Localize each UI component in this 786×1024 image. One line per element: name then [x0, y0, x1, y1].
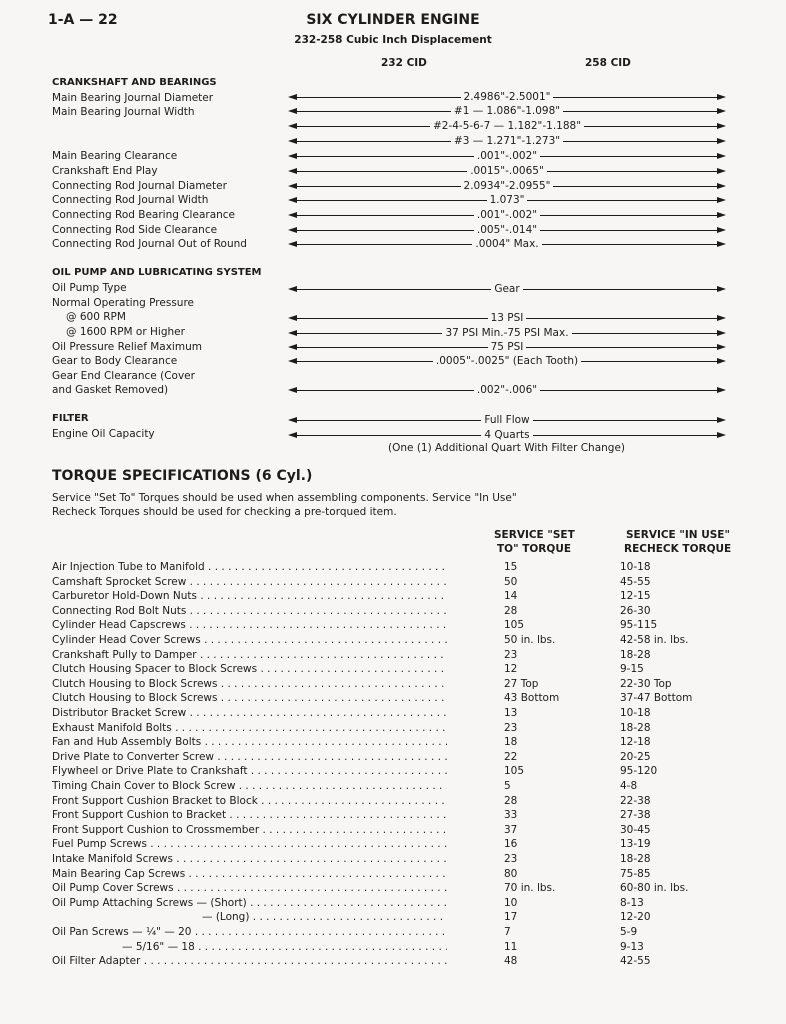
torque-set-to-value: 48: [504, 955, 518, 968]
filter-note: (One (1) Additional Quart With Filter Change): [388, 442, 626, 454]
spec-value: 2.0934"-2.0955": [463, 180, 551, 192]
torque-item-name: Clutch Housing to Block Screws . . .: [52, 678, 447, 690]
torque-item-name: Front Support Cushion to Bracket . . .: [52, 809, 447, 821]
spec-arrow: [288, 326, 726, 340]
spec-value: #3 — 1.271"-1.273": [453, 135, 561, 147]
table-row: [52, 809, 752, 824]
table-row: [52, 707, 752, 722]
torque-set-to-value: 16: [504, 838, 518, 851]
table-row: [52, 765, 752, 780]
spec-value: .001"-.002": [476, 209, 538, 221]
torque-set-to-value: 28: [504, 794, 518, 807]
torque-set-to-value: 11: [504, 940, 518, 953]
torque-item-name: Carburetor Hold-Down Nuts . . .: [52, 590, 447, 602]
table-row: [52, 882, 752, 897]
torque-set-to-value: 33: [504, 809, 518, 822]
column-head-258: 258 CID: [585, 57, 631, 69]
spec-label: Main Bearing Journal Diameter: [52, 92, 214, 104]
torque-set-to-value: 22: [504, 750, 518, 763]
torque-item-name: Cylinder Head Capscrews . . .: [52, 619, 447, 631]
spec-arrow: [288, 164, 726, 178]
spec-value: 1.073": [489, 194, 525, 206]
torque-in-use-value: 4-8: [620, 780, 638, 792]
torque-set-to-value: 43 Bottom: [504, 692, 560, 705]
spec-arrow: [288, 428, 726, 442]
torque-item-name: — 5/16" — 18 . . .: [122, 941, 447, 953]
column-head-in-use: SERVICE "IN USE": [626, 529, 730, 541]
torque-description: Recheck Torques should be used for checking a pre-torqued item.: [52, 506, 397, 518]
torque-set-to-value: 105: [504, 619, 525, 632]
table-row: [52, 692, 752, 707]
page-title: SIX CYLINDER ENGINE: [306, 12, 480, 28]
spec-value: 37 PSI Min.-75 PSI Max.: [445, 327, 569, 339]
torque-set-to-value: 13: [504, 707, 518, 719]
spec-value: .001"-.002": [476, 150, 538, 162]
torque-set-to-value: 23: [504, 721, 518, 734]
torque-in-use-value: 75-85: [620, 867, 651, 880]
section-title-crankshaft: CRANKSHAFT AND BEARINGS: [52, 77, 217, 88]
torque-set-to-value: 15: [504, 561, 518, 573]
table-row: [52, 868, 752, 883]
torque-item-name: Main Bearing Cap Screws . . .: [52, 868, 447, 880]
torque-item-name: Timing Chain Cover to Block Screw . . .: [52, 780, 447, 792]
page-number: 1-A — 22: [48, 12, 118, 28]
spec-label: Connecting Rod Bearing Clearance: [52, 209, 236, 221]
torque-item-name: Cylinder Head Cover Screws . . .: [52, 634, 447, 646]
spec-label: and Gasket Removed): [52, 384, 169, 396]
torque-item-name: Fuel Pump Screws . . .: [52, 838, 447, 850]
spec-value: .0004" Max.: [475, 238, 539, 250]
torque-item-name: Fan and Hub Assembly Bolts . . .: [52, 736, 447, 748]
torque-item-name: Drive Plate to Converter Screw . . .: [52, 751, 447, 763]
torque-set-to-value: 12: [504, 663, 518, 676]
torque-in-use-value: 22-38: [620, 794, 651, 807]
torque-in-use-value: 45-55: [620, 575, 651, 588]
torque-in-use-value: 18-28: [620, 721, 651, 734]
torque-item-name: Oil Pan Screws — ¼" — 20 . . .: [52, 926, 447, 938]
spec-arrow: [288, 311, 726, 325]
torque-set-to-value: 37: [504, 823, 518, 836]
spec-arrow: [288, 354, 726, 368]
spec-label: @ 600 RPM: [66, 311, 126, 323]
table-row: [52, 911, 752, 926]
spec-label: Oil Pump Type: [52, 282, 127, 294]
torque-in-use-value: 12-15: [620, 590, 651, 603]
spec-value: Gear: [494, 283, 520, 295]
spec-label: Connecting Rod Journal Width: [52, 194, 209, 206]
torque-in-use-value: 12-18: [620, 736, 651, 749]
torque-set-to-value: 23: [504, 648, 518, 661]
torque-set-to-value: 23: [504, 853, 518, 865]
torque-set-to-value: 105: [504, 765, 525, 778]
table-row: [52, 619, 752, 634]
table-row: [52, 736, 752, 751]
torque-set-to-value: 70 in. lbs.: [504, 882, 556, 895]
torque-set-to-value: 50 in. lbs.: [504, 634, 556, 646]
spec-label: Normal Operating Pressure: [52, 297, 194, 309]
torque-in-use-value: 18-28: [620, 853, 651, 865]
torque-in-use-value: 95-115: [620, 619, 658, 632]
column-head-set-to: SERVICE "SET: [494, 529, 575, 541]
table-row: [52, 722, 752, 737]
table-row: [52, 751, 752, 766]
section-title-filter: FILTER: [52, 413, 89, 424]
torque-in-use-value: 27-38: [620, 809, 651, 822]
torque-in-use-value: 10-18: [620, 561, 651, 573]
spec-arrow: [288, 179, 726, 193]
torque-in-use-value: 30-45: [620, 823, 651, 836]
table-row: [52, 649, 752, 664]
spec-arrow: [288, 149, 726, 163]
table-row: [52, 576, 752, 591]
torque-in-use-value: 95-120: [620, 765, 658, 778]
spec-arrow: [288, 134, 726, 148]
torque-in-use-value: 18-28: [620, 648, 651, 661]
table-row: [52, 941, 752, 956]
torque-in-use-value: 20-25: [620, 750, 651, 763]
torque-item-name: — (Long) . . .: [202, 911, 447, 923]
torque-in-use-value: 5-9: [620, 926, 638, 938]
torque-in-use-value: 37-47 Bottom: [620, 692, 693, 705]
spec-label: Connecting Rod Side Clearance: [52, 224, 218, 236]
table-row: [52, 678, 752, 693]
torque-in-use-value: 42-58 in. lbs.: [620, 634, 689, 646]
torque-in-use-value: 9-15: [620, 663, 644, 676]
table-row: [52, 780, 752, 795]
column-head-set-to: TO" TORQUE: [497, 543, 572, 555]
spec-value: #2-4-5-6-7 — 1.182"-1.188": [432, 120, 582, 132]
torque-item-name: Front Support Cushion to Crossmember . . .: [52, 824, 447, 836]
torque-in-use-value: 26-30: [620, 604, 651, 617]
table-row: [52, 634, 752, 649]
table-row: [52, 795, 752, 810]
spec-arrow: [288, 193, 726, 207]
torque-item-name: Oil Filter Adapter . . .: [52, 955, 447, 967]
torque-in-use-value: 10-18: [620, 707, 651, 719]
spec-arrow: [288, 237, 726, 251]
spec-value: .002"-.006": [476, 384, 538, 396]
torque-item-name: Flywheel or Drive Plate to Crankshaft . . .: [52, 765, 447, 777]
section-title-oil-pump: OIL PUMP AND LUBRICATING SYSTEM: [52, 267, 262, 278]
torque-set-to-value: 7: [504, 926, 511, 938]
table-row: [52, 824, 752, 839]
spec-value: #1 — 1.086"-1.098": [453, 105, 561, 117]
spec-label: Main Bearing Journal Width: [52, 106, 195, 118]
table-row: [52, 561, 752, 576]
torque-in-use-value: 9-13: [620, 940, 644, 953]
column-head-232: 232 CID: [381, 57, 427, 69]
spec-label: Connecting Rod Journal Diameter: [52, 180, 227, 192]
torque-description: Service "Set To" Torques should be used when assembling components. Service "In Use": [52, 492, 517, 504]
spec-arrow: [288, 104, 726, 118]
spec-label: Gear End Clearance (Cover: [52, 370, 195, 382]
spec-arrow: [288, 413, 726, 427]
column-head-in-use: RECHECK TORQUE: [624, 543, 732, 555]
torque-set-to-value: 18: [504, 736, 518, 749]
spec-arrow: [288, 340, 726, 354]
torque-item-name: Oil Pump Attaching Screws — (Short) . . .: [52, 897, 447, 909]
torque-in-use-value: 13-19: [620, 838, 651, 851]
spec-value: Full Flow: [484, 414, 530, 426]
spec-arrow: [288, 119, 726, 133]
torque-in-use-value: 22-30 Top: [620, 677, 672, 690]
spec-label: Main Bearing Clearance: [52, 150, 178, 162]
torque-in-use-value: 12-20: [620, 911, 651, 924]
torque-set-to-value: 5: [504, 780, 511, 792]
torque-item-name: Air Injection Tube to Manifold . . .: [52, 561, 447, 573]
page-subtitle: 232-258 Cubic Inch Displacement: [294, 34, 492, 46]
spec-label: Oil Pressure Relief Maximum: [52, 341, 202, 353]
torque-item-name: Exhaust Manifold Bolts . . .: [52, 722, 447, 734]
spec-value: 4 Quarts: [484, 429, 530, 441]
torque-item-name: Connecting Rod Bolt Nuts . . .: [52, 605, 447, 617]
spec-label: Connecting Rod Journal Out of Round: [52, 238, 247, 250]
table-row: [52, 838, 752, 853]
table-row: [52, 663, 752, 678]
spec-arrow: [288, 90, 726, 104]
torque-in-use-value: 42-55: [620, 955, 651, 968]
torque-item-name: Clutch Housing to Block Screws . . .: [52, 692, 447, 704]
spec-label: Engine Oil Capacity: [52, 428, 155, 440]
torque-set-to-value: 80: [504, 867, 518, 880]
spec-value: .0005"-.0025" (Each Tooth): [435, 355, 579, 367]
torque-set-to-value: 28: [504, 604, 518, 617]
table-row: [52, 926, 752, 941]
torque-set-to-value: 14: [504, 590, 518, 603]
torque-set-to-value: 50: [504, 575, 518, 588]
spec-arrow: [288, 208, 726, 222]
spec-value: .0015"-.0065": [470, 165, 544, 177]
spec-label: Gear to Body Clearance: [52, 355, 178, 367]
spec-label: @ 1600 RPM or Higher: [66, 326, 185, 338]
torque-set-to-value: 17: [504, 911, 518, 924]
torque-in-use-value: 60-80 in. lbs.: [620, 882, 689, 895]
spec-value: 2.4986"-2.5001": [463, 91, 551, 103]
torque-set-to-value: 27 Top: [504, 677, 539, 690]
torque-section-title: TORQUE SPECIFICATIONS (6 Cyl.): [52, 468, 313, 484]
spec-arrow: [288, 223, 726, 237]
torque-item-name: Camshaft Sprocket Screw . . .: [52, 576, 447, 588]
spec-arrow: [288, 383, 726, 397]
table-row: [52, 590, 752, 605]
torque-in-use-value: 8-13: [620, 896, 644, 909]
table-row: [52, 955, 752, 970]
table-row: [52, 605, 752, 620]
spec-value: .005"-.014": [476, 224, 538, 236]
torque-set-to-value: 10: [504, 896, 518, 909]
torque-item-name: Crankshaft Pully to Damper . . .: [52, 649, 447, 661]
spec-value: 75 PSI: [490, 341, 524, 353]
spec-arrow: [288, 282, 726, 296]
torque-item-name: Intake Manifold Screws . . .: [52, 853, 447, 865]
table-row: [52, 897, 752, 912]
spec-value: 13 PSI: [490, 312, 524, 324]
torque-item-name: Distributor Bracket Screw . . .: [52, 707, 447, 719]
spec-label: Crankshaft End Play: [52, 165, 158, 177]
torque-item-name: Clutch Housing Spacer to Block Screws . . .: [52, 663, 447, 675]
torque-item-name: Front Support Cushion Bracket to Block . . .: [52, 795, 447, 807]
table-row: [52, 853, 752, 868]
torque-item-name: Oil Pump Cover Screws . . .: [52, 882, 447, 894]
